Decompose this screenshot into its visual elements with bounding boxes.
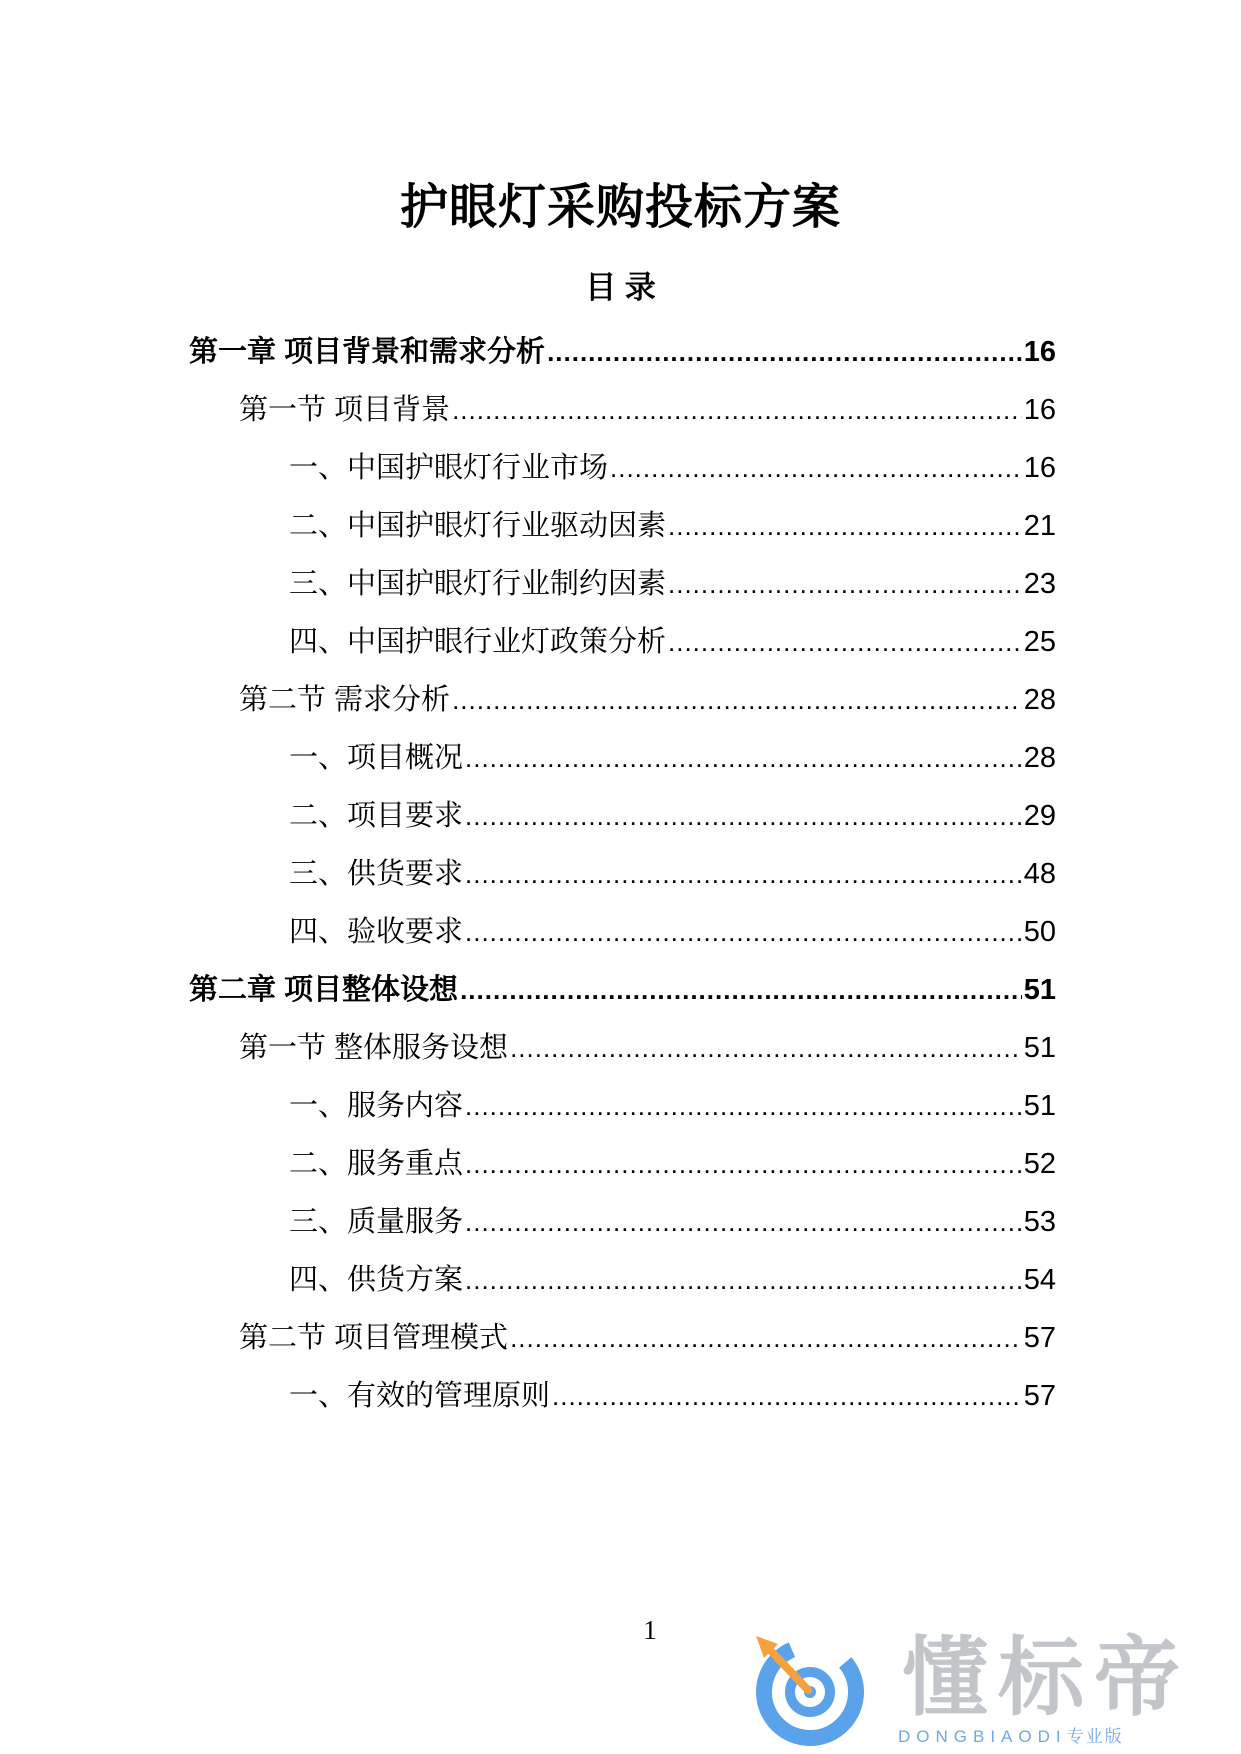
toc-entry-page: 48 <box>1023 858 1056 890</box>
toc-entry-title: 三、中国护眼灯行业制约因素 <box>289 568 667 600</box>
toc-dot-leader <box>465 1081 1022 1131</box>
watermark-brand-name: 懂标帝 <box>902 1630 1190 1726</box>
toc-entry[interactable] <box>289 733 1056 783</box>
toc-entry[interactable] <box>289 1081 1056 1131</box>
toc-dot-leader <box>465 1197 1022 1247</box>
toc-entry-page: 50 <box>1023 916 1056 948</box>
toc-dot-leader <box>610 443 1022 493</box>
toc-entry-page: 53 <box>1023 1206 1056 1238</box>
toc-entry-title: 二、服务重点 <box>289 1148 464 1180</box>
toc-dot-leader <box>552 1371 1022 1421</box>
toc-dot-leader <box>465 849 1022 899</box>
toc-entry-page: 16 <box>1023 394 1056 426</box>
toc-entry[interactable] <box>289 559 1056 609</box>
toc-entry-title: 四、验收要求 <box>289 916 464 948</box>
toc-entry-title: 第一章 项目背景和需求分析 <box>189 336 546 368</box>
toc-entry[interactable] <box>289 1371 1056 1421</box>
toc-dot-leader <box>452 385 1022 435</box>
target-arrow-icon <box>742 1622 882 1752</box>
toc-entry-title: 第二章 项目整体设想 <box>189 974 459 1006</box>
toc-entry[interactable] <box>289 907 1056 957</box>
toc-heading: 目 录 <box>585 270 656 305</box>
toc-entry[interactable] <box>289 443 1056 493</box>
toc-entry-title: 第二节 项目管理模式 <box>239 1322 509 1354</box>
toc-entry-page: 51 <box>1023 974 1056 1006</box>
toc-entry-page: 16 <box>1023 452 1056 484</box>
page-number: 1 <box>643 1615 657 1645</box>
toc-dot-leader <box>465 1255 1022 1305</box>
toc-entry-page: 21 <box>1023 510 1056 542</box>
toc-entry[interactable] <box>289 1197 1056 1247</box>
toc-entry-page: 51 <box>1023 1032 1056 1064</box>
toc-dot-leader <box>465 1139 1022 1189</box>
watermark-subtitle <box>898 1726 1124 1748</box>
toc-dot-leader <box>668 617 1022 667</box>
toc-entry-title: 二、项目要求 <box>289 800 464 832</box>
toc-entry[interactable] <box>239 385 1056 435</box>
document-title: 护眼灯采购投标方案 <box>399 181 841 234</box>
toc-entry-page: 57 <box>1023 1380 1056 1412</box>
toc-entry-title: 第二节 需求分析 <box>239 684 451 716</box>
toc-entry-page: 54 <box>1023 1264 1056 1296</box>
watermark-edition: 专业版 <box>1066 1727 1124 1746</box>
toc-entry-page: 57 <box>1023 1322 1056 1354</box>
toc-dot-leader <box>547 327 1022 377</box>
toc-dot-leader <box>510 1023 1022 1073</box>
toc-entry-title: 一、服务内容 <box>289 1090 464 1122</box>
toc-dot-leader <box>465 907 1022 957</box>
toc-entry-title: 一、有效的管理原则 <box>289 1380 551 1412</box>
toc-entry-page: 28 <box>1023 742 1056 774</box>
toc-dot-leader <box>465 733 1022 783</box>
toc-entry-title: 四、中国护眼行业灯政策分析 <box>289 626 667 658</box>
toc-dot-leader <box>510 1313 1022 1363</box>
toc-entry-page: 51 <box>1023 1090 1056 1122</box>
toc-entry[interactable] <box>289 791 1056 841</box>
toc-entry[interactable] <box>239 675 1056 725</box>
toc-entry-title: 四、供货方案 <box>289 1264 464 1296</box>
toc-dot-leader <box>668 501 1022 551</box>
toc-entry-page: 52 <box>1023 1148 1056 1180</box>
watermark-brand-pinyin: DONGBIAODI <box>898 1727 1067 1746</box>
toc-dot-leader <box>465 791 1022 841</box>
toc-entry[interactable] <box>289 501 1056 551</box>
toc-entry-title: 二、中国护眼灯行业驱动因素 <box>289 510 667 542</box>
toc-dot-leader <box>460 965 1022 1015</box>
watermark-logo <box>742 1622 1222 1752</box>
toc-entry[interactable] <box>189 327 1056 377</box>
toc-entry-page: 23 <box>1023 568 1056 600</box>
toc-entry-page: 25 <box>1023 626 1056 658</box>
toc-entry[interactable] <box>289 849 1056 899</box>
toc-entry-title: 第一节 整体服务设想 <box>239 1032 509 1064</box>
toc-entry[interactable] <box>289 617 1056 667</box>
toc-entry-title: 三、供货要求 <box>289 858 464 890</box>
toc-entry-page: 29 <box>1023 800 1056 832</box>
toc-entry[interactable] <box>189 965 1056 1015</box>
toc-entry-title: 第一节 项目背景 <box>239 394 451 426</box>
toc-entry-title: 一、项目概况 <box>289 742 464 774</box>
toc-entry-page: 16 <box>1023 336 1056 368</box>
toc-entry-title: 三、质量服务 <box>289 1206 464 1238</box>
toc-entry[interactable] <box>239 1023 1056 1073</box>
toc-entry[interactable] <box>239 1313 1056 1363</box>
toc-entry[interactable] <box>289 1139 1056 1189</box>
toc-entry-page: 28 <box>1023 684 1056 716</box>
toc-dot-leader <box>668 559 1022 609</box>
toc-entry[interactable] <box>289 1255 1056 1305</box>
toc-entry-title: 一、中国护眼灯行业市场 <box>289 452 609 484</box>
toc-dot-leader <box>452 675 1022 725</box>
